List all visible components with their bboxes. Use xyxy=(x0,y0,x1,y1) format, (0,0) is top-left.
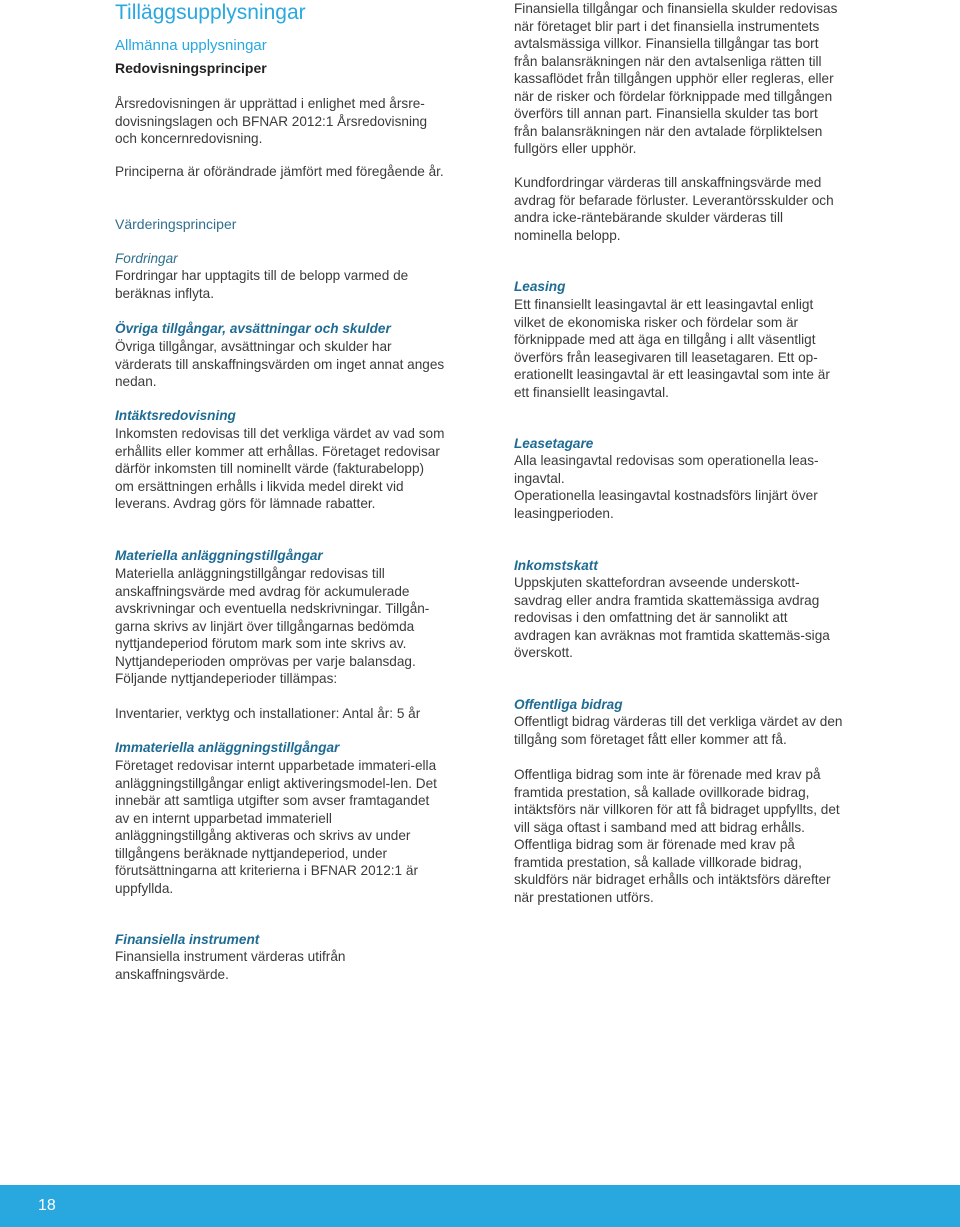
page-subtitle: Allmänna upplysningar xyxy=(115,37,267,54)
leasetagare-body-2: Operationella leasingavtal kostnadsförs linjärt över leasingperioden. xyxy=(514,488,818,521)
principles-paragraph: Principerna är oförändrade jämfört med föregående år. xyxy=(115,164,444,179)
leasetagare-body-1: Alla leasingavtal redovisas som operationella leas-ingavtal. xyxy=(514,453,819,486)
leasing-heading: Leasing xyxy=(514,279,566,294)
financial-assets-paragraph: Finansiella tillgångar och finansiella skulder redovisas när företaget blir part i det finansiella instrumentets avtalsmässiga villkor. Finansiella tillgångar tas bort från balansräkningen när den avtalsenliga rätten till kassaflödet från tillgången upphör eller regleras, eller när de risker och fördelar förknippade med tillgången överförs till annan part. Finansiella skulder tas bort från balansräkningen när den avtalade förpliktelsen fullgörs eller upphör. xyxy=(514,1,838,156)
kundfordringar-paragraph: Kundfordringar värderas till anskaffningsvärde med avdrag för befarade förluster. Leverantörsskulder och andra icke-räntebärande skulder värderas till nominella belopp. xyxy=(514,175,834,243)
materiella-body: Materiella anläggningstillgångar redovisas till anskaffningsvärde med avdrag för ackumulerade avskrivningar och eventuella nedskrivningar. Tillgån-garna skrivs av linjärt över tillgångarnas bedömda nyttjandeperiod förutom mark som inte skrivs av. Nyttjandeperioden omprövas per varje balansdag. Följande nyttjandeperioder tillämpas: xyxy=(115,566,430,686)
leasetagare-heading: Leasetagare xyxy=(514,436,594,451)
ovriga-body: Övriga tillgångar, avsättningar och skulder har värderats till anskaffningsvärden om inget annat anges nedan. xyxy=(115,339,445,389)
fordringar-body: Fordringar har upptagits till de belopp varmed de beräknas inflyta. xyxy=(115,268,409,301)
inventarier-line: Inventarier, verktyg och installationer: Antal år: 5 år xyxy=(115,706,421,721)
immateriella-heading: Immateriella anläggningstillgångar xyxy=(115,740,340,755)
bidrag-body-2: Offentliga bidrag som inte är förenade med krav på framtida prestation, så kallade ovillkorade bidrag, intäktsförs när villkoren för att få bidraget uppfyllts, det vill säga oftast i samband med att bidrag erhålls. Offentliga bidrag som är förenade med krav på framtida prestation, så kallade villkorade bidrag, skuldförs när bidraget erhålls och intäktsförs därefter när prestationen utförs. xyxy=(514,767,840,905)
bidrag-heading: Offentliga bidrag xyxy=(514,697,623,712)
inkomstskatt-body: Uppskjuten skattefordran avseende underskott-savdrag eller andra framtida skattemässiga avdrag redovisas i den omfattning det är sannolikt att avdragen kan avräknas mot framtida skattemäs-siga överskott. xyxy=(514,575,830,660)
leasing-body: Ett finansiellt leasingavtal är ett leasingavtal enligt vilket de ekonomiska risker och fördelar som är förknippade med att äga en tillgång i allt väsentligt överförs från leasegivaren till leasetagaren. Ett op-erationellt leasingavtal är ett leasingavtal som inte är ett finansiellt leasingavtal. xyxy=(514,297,830,400)
intro-paragraph: Årsredovisningen är upprättad i enlighet med årsre-dovisningslagen och BFNAR 2012:1 Årsredovisning och koncernredovisning. xyxy=(115,96,428,146)
fordringar-heading: Fordringar xyxy=(115,251,178,266)
bidrag-body-1: Offentligt bidrag värderas till det verkliga värdet av den tillgång som företaget fått eller kommer att få. xyxy=(514,714,843,747)
page-title: Tilläggsupplysningar xyxy=(115,1,306,24)
section-heading: Redovisningsprinciper xyxy=(115,60,267,76)
intakt-body: Inkomsten redovisas till det verkliga värdet av vad som erhållits eller kommer att erhållas. Företaget redovisar därför inkomsten till nominellt värde (fakturabelopp) om ersättningen erhålls i likvida medel direkt vid leverans. Avdrag görs för lämnade rabatter. xyxy=(115,426,445,511)
page-number: 18 xyxy=(38,1197,56,1214)
finansiella-body: Finansiella instrument värderas utifrån anskaffningsvärde. xyxy=(115,949,346,982)
materiella-heading: Materiella anläggningstillgångar xyxy=(115,548,323,563)
ovriga-heading: Övriga tillgångar, avsättningar och skulder xyxy=(115,321,391,336)
finansiella-heading: Finansiella instrument xyxy=(115,932,260,947)
inkomstskatt-heading: Inkomstskatt xyxy=(514,558,598,573)
footer-bar xyxy=(0,1185,960,1227)
intakt-heading: Intäktsredovisning xyxy=(115,408,236,423)
immateriella-body: Företaget redovisar internt upparbetade immateri-ella anläggningstillgångar enligt aktiveringsmodel-len. Det innebär att samtliga utgifter som avser framtagandet av en internt upparbetad immateriell anläggningstillgång aktiveras och skrivs av under tillgångens beräknade nyttjandeperiod, under förutsättningarna att kriterierna i BFNAR 2012:1 är uppfyllda. xyxy=(115,758,437,896)
valuation-heading: Värderingsprinciper xyxy=(115,216,237,232)
